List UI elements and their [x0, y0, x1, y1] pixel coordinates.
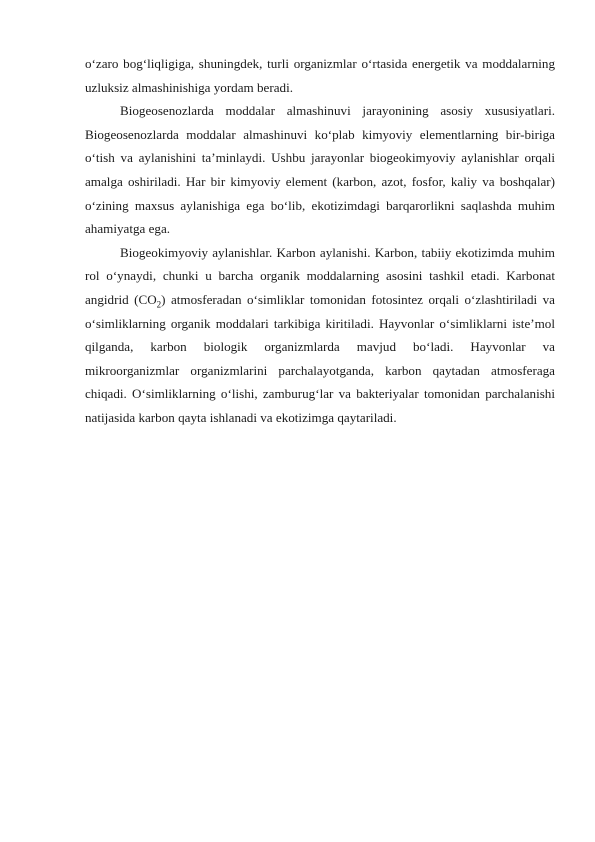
paragraph-text: ) atmosferadan o‘simliklar tomonidan fotosintez orqali o‘zlashtiriladi va o‘simliklarning organik moddalari tarkibiga kiritiladi. Hayvonlar o‘simliklarni iste’mol qilganda, karbon biologik organizmlarda mavjud bo‘ladi. Hayvonlar va mikroorganizmlar organizmlarini parchalayotganda, karbon qaytadan atmosferaga chiqadi. O‘simliklarning o‘lishi, zamburug‘lar va bakteriyalar tomonidan parchalanishi natijasida karbon qayta ishlanadi va ekotizimga qaytariladi.	[85, 291, 555, 425]
paragraph-carbon-cycle	[85, 241, 555, 430]
paragraph-text: Biogeokimyoviy aylanishlar. Karbon aylanishi. Karbon, tabiiy ekotizimda muhim rol o‘ynaydi, chunki u barcha organik moddalarning asosini tashkil etadi. Karbonat angidrid (CO	[85, 244, 555, 307]
paragraph-text: Biogeosenozlarda moddalar almashinuvi jarayonining asosiy xususiyatlari. Biogeosenozlarda moddalar almashinuvi ko‘plab kimyoviy elementlarning bir-biriga o‘tish va aylanishini ta’minlaydi. Ushbu jarayonlar biogeokimyoviy aylanishlar orqali amalga oshiriladi. Har bir kimyoviy element (karbon, azot, fosfor, kaliy va boshqalar) o‘zining maxsus aylanishiga ega bo‘lib, ekotizimdagi barqarorlikni saqlashda muhim ahamiyatga ega.	[85, 103, 555, 237]
document-page	[85, 52, 555, 430]
paragraph-metabolism-features	[85, 99, 555, 241]
paragraph-continuation	[85, 52, 555, 99]
subscript-two: 2	[156, 299, 162, 310]
paragraph-text: o‘zaro bog‘liqligiga, shuningdek, turli organizmlar o‘rtasida energetik va moddalarning uzluksiz almashinishiga yordam beradi.	[85, 56, 555, 95]
